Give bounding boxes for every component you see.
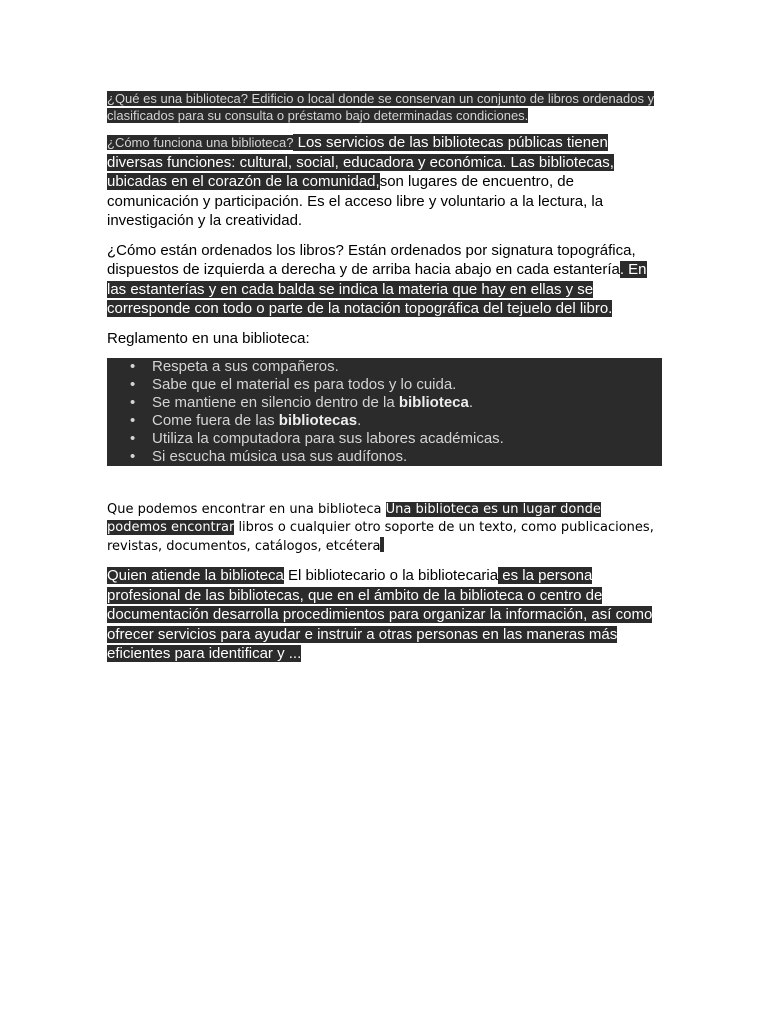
highlight-library-place: Una biblioteca es un lugar donde podemos encontrar — [107, 502, 601, 535]
document-page — [107, 90, 662, 664]
text-books-ordered: ¿Cómo están ordenados los libros? Están ordenados por signatura topográfica, dispuestos de izquierda a derecha y de arriba hacia abajo en cada estantería — [107, 241, 636, 278]
highlight-librarian-role: es la persona profesional de las bibliotecas, que en el ámbito de la biblioteca o centro de documentación desarrolla procedimientos para organizar la información, así como ofrecer servicios para ayudar e instruir a otras personas en las maneras más eficientes para identificar y ... — [107, 567, 653, 662]
rule-bold-word: bibliotecas — [278, 412, 358, 429]
rule-text: Sabe que el material es para todos y lo cuida. — [152, 376, 457, 393]
heading-library-rules: Reglamento en una biblioteca: — [107, 329, 310, 347]
paragraph-what-to-find — [107, 501, 662, 556]
highlight-library-services: Los servicios de las bibliotecas públicas tienen diversas funciones: cultural, social, educadora y económica. Las bibliotecas, ubicadas en el corazón de la comunidad, — [107, 134, 614, 190]
text-books-supports: libros o cualquier otro soporte de un texto, como publicaciones, revistas, documentos, catálogos, etcétera — [107, 520, 654, 554]
list-item — [107, 430, 662, 448]
rule-text: . — [357, 412, 362, 429]
rule-text: Si escucha música usa sus audífonos. — [152, 448, 408, 465]
bullet-icon: • — [130, 412, 136, 429]
bullet-icon: • — [130, 376, 136, 393]
text-cursor — [380, 537, 384, 552]
paragraph-how-books-ordered — [107, 241, 662, 319]
list-item — [107, 376, 662, 394]
bullet-icon: • — [130, 394, 136, 411]
question-how-library-works: ¿Cómo funciona una biblioteca? — [107, 135, 294, 150]
paragraph-who-attends — [107, 566, 662, 664]
question-what-to-find: Que podemos encontrar en una biblioteca — [107, 502, 386, 517]
rule-text: Respeta a sus compañeros. — [152, 358, 339, 375]
paragraph-what-is-library — [107, 90, 662, 124]
rule-text: . — [468, 394, 474, 411]
question-who-attends: Quien atiende la biblioteca — [107, 567, 284, 584]
list-item — [107, 448, 662, 466]
rule-bold-word: biblioteca — [398, 394, 469, 411]
bullet-icon: • — [130, 448, 136, 465]
list-item — [107, 394, 662, 412]
list-item — [107, 358, 662, 376]
paragraph-how-library-works — [107, 133, 662, 231]
highlight-shelves-notation: . En las estanterías y en cada balda se indica la materia que hay en ellas y se corresponde con todo o parte de la notación topográfica del tejuelo del libro. — [107, 261, 647, 317]
rule-text: Utiliza la computadora para sus labores académicas. — [152, 430, 504, 447]
bullet-icon: • — [130, 430, 136, 447]
library-rules-list — [107, 358, 662, 466]
text-library-meeting-places: son lugares de encuentro, de comunicación y participación. Es el acceso libre y voluntario a la lectura, la investigación y la creatividad. — [107, 173, 604, 229]
bullet-icon: • — [130, 358, 136, 375]
rule-text: Se mantiene en silencio dentro de la — [152, 394, 399, 411]
rule-text: Come fuera de las — [152, 412, 279, 429]
list-item — [107, 412, 662, 430]
text-librarian: El bibliotecario o la bibliotecaria — [283, 567, 499, 584]
highlight-what-is-library: ¿Qué es una biblioteca? Edificio o local donde se conservan un conjunto de libros ordenados y clasificados para su consulta o préstamo bajo determinadas condiciones. — [107, 91, 655, 123]
